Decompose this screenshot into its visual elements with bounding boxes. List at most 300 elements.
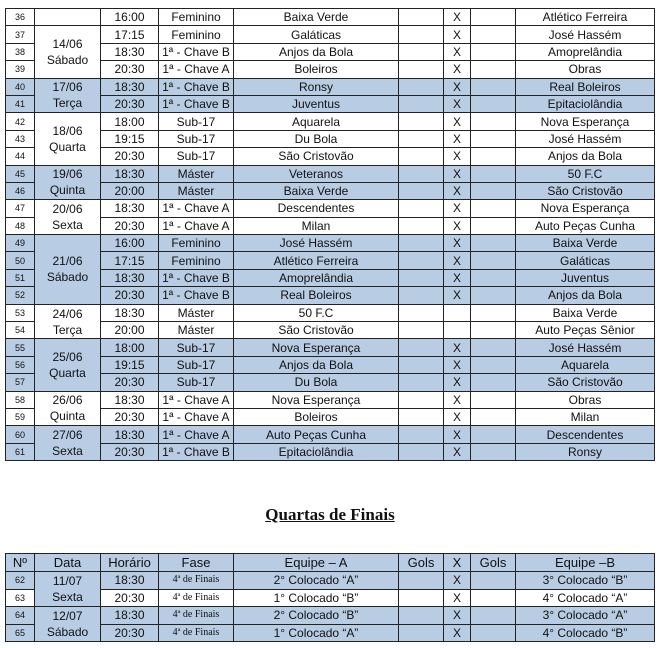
versus-cell: X xyxy=(444,287,471,304)
game-number: 39 xyxy=(6,61,35,78)
table-row xyxy=(6,130,655,147)
goals-b-cell xyxy=(471,624,516,642)
weekday: Sexta xyxy=(52,218,83,233)
time-cell: 20:30 xyxy=(101,148,159,165)
goals-b-cell xyxy=(471,426,516,443)
goals-a-cell xyxy=(399,61,444,78)
table-row xyxy=(6,322,655,339)
team-a-cell: 1° Colocado “B” xyxy=(234,589,399,607)
phase-cell: 1ª - Chave A xyxy=(159,426,234,443)
game-number: 37 xyxy=(6,26,35,43)
header-gols-b: Gols xyxy=(471,554,516,572)
team-b-cell: Aquarela xyxy=(516,356,655,373)
team-b-cell: Baixa Verde xyxy=(516,304,655,321)
team-b-cell: Galáticas xyxy=(516,252,655,269)
goals-a-cell xyxy=(399,165,444,182)
goals-a-cell xyxy=(399,408,444,425)
table-row xyxy=(6,165,655,182)
team-a-cell: 1° Colocado “A” xyxy=(234,624,399,642)
phase-cell: 1ª - Chave B xyxy=(159,95,234,112)
goals-b-cell xyxy=(471,217,516,234)
phase-cell: Máster xyxy=(159,165,234,182)
team-b-cell: 50 F.C xyxy=(516,165,655,182)
table-row xyxy=(6,43,655,60)
team-b-cell: José Hassém xyxy=(516,26,655,43)
game-number: 56 xyxy=(6,356,35,373)
goals-b-cell xyxy=(471,165,516,182)
versus-cell: X xyxy=(444,113,471,130)
time-cell: 18:00 xyxy=(101,113,159,130)
phase-cell: 1ª - Chave A xyxy=(159,61,234,78)
versus-cell: X xyxy=(444,217,471,234)
team-a-cell: Veteranos xyxy=(234,165,399,182)
goals-b-cell xyxy=(471,9,516,26)
team-b-cell: 4° Colocado “B” xyxy=(516,624,655,642)
phase-cell: Sub-17 xyxy=(159,339,234,356)
team-b-cell: Obras xyxy=(516,391,655,408)
date-cell xyxy=(35,572,101,607)
team-a-cell: São Cristovão xyxy=(234,322,399,339)
team-b-cell: Amoprelândia xyxy=(516,43,655,60)
versus-cell: X xyxy=(444,148,471,165)
schedule-body xyxy=(6,9,655,461)
date-cell xyxy=(35,235,101,305)
table-row xyxy=(6,252,655,269)
team-a-cell: Baixa Verde xyxy=(234,182,399,199)
phase-cell: 1ª - Chave A xyxy=(159,408,234,425)
versus-cell xyxy=(444,322,471,339)
versus-cell: X xyxy=(444,43,471,60)
goals-b-cell xyxy=(471,304,516,321)
date-value: 26/06 xyxy=(52,393,83,408)
team-a-cell: Nova Esperança xyxy=(234,391,399,408)
team-a-cell: Aquarela xyxy=(234,113,399,130)
team-b-cell: 3° Colocado “A” xyxy=(516,607,655,625)
goals-a-cell xyxy=(399,200,444,217)
game-number: 41 xyxy=(6,95,35,112)
goals-a-cell xyxy=(399,322,444,339)
phase-cell: 4ª de Finais xyxy=(159,607,234,625)
team-a-cell: 2° Colocado “B” xyxy=(234,607,399,625)
goals-a-cell xyxy=(399,113,444,130)
goals-b-cell xyxy=(471,61,516,78)
game-number: 60 xyxy=(6,426,35,443)
date-value: 18/06 xyxy=(52,123,83,138)
time-cell: 18:30 xyxy=(101,78,159,95)
goals-a-cell xyxy=(399,624,444,642)
weekday: Sábado xyxy=(46,270,89,285)
quartas-table xyxy=(5,553,655,642)
time-cell: 19:15 xyxy=(101,356,159,373)
time-cell: 17:15 xyxy=(101,252,159,269)
team-b-cell: Descendentes xyxy=(516,426,655,443)
versus-cell xyxy=(444,304,471,321)
date-cell xyxy=(35,9,101,26)
goals-a-cell xyxy=(399,78,444,95)
time-cell: 20:00 xyxy=(101,322,159,339)
game-number: 58 xyxy=(6,391,35,408)
time-cell: 19:15 xyxy=(101,130,159,147)
phase-cell: Sub-17 xyxy=(159,148,234,165)
date-value: 21/06 xyxy=(52,254,83,269)
phase-cell: Feminino xyxy=(159,252,234,269)
versus-cell: X xyxy=(444,374,471,391)
team-a-cell: 50 F.C xyxy=(234,304,399,321)
team-a-cell: Amoprelândia xyxy=(234,269,399,286)
time-cell: 18:30 xyxy=(101,43,159,60)
goals-a-cell xyxy=(399,426,444,443)
time-cell: 20:30 xyxy=(101,408,159,425)
date-cell xyxy=(35,78,101,113)
game-number: 42 xyxy=(6,113,35,130)
game-number: 48 xyxy=(6,217,35,234)
time-cell: 20:30 xyxy=(101,61,159,78)
time-cell: 18:30 xyxy=(101,269,159,286)
goals-a-cell xyxy=(399,95,444,112)
time-cell: 20:30 xyxy=(101,374,159,391)
team-b-cell: Obras xyxy=(516,61,655,78)
date-cell xyxy=(35,339,101,391)
versus-cell: X xyxy=(444,589,471,607)
goals-b-cell xyxy=(471,148,516,165)
date-cell xyxy=(35,165,101,200)
table-row xyxy=(6,391,655,408)
team-a-cell: José Hassém xyxy=(234,235,399,252)
phase-cell: 1ª - Chave A xyxy=(159,200,234,217)
date-cell xyxy=(35,200,101,235)
goals-a-cell xyxy=(399,9,444,26)
table-row xyxy=(6,217,655,234)
team-a-cell: Milan xyxy=(234,217,399,234)
weekday: Terça xyxy=(52,322,83,337)
table-row xyxy=(6,26,655,43)
phase-cell: Feminino xyxy=(159,235,234,252)
table-row xyxy=(6,235,655,252)
phase-cell: 1ª - Chave B xyxy=(159,443,234,460)
phase-cell: 1ª - Chave B xyxy=(159,43,234,60)
goals-b-cell xyxy=(471,95,516,112)
time-cell: 18:00 xyxy=(101,339,159,356)
date-cell xyxy=(35,26,101,78)
header-gols-a: Gols xyxy=(399,554,444,572)
table-row xyxy=(6,374,655,391)
versus-cell: X xyxy=(444,443,471,460)
phase-cell: 4ª de Finais xyxy=(159,589,234,607)
quartas-header-row xyxy=(6,554,655,572)
goals-a-cell xyxy=(399,130,444,147)
game-number: 51 xyxy=(6,269,35,286)
table-row xyxy=(6,269,655,286)
versus-cell: X xyxy=(444,426,471,443)
phase-cell: 1ª - Chave B xyxy=(159,287,234,304)
goals-a-cell xyxy=(399,269,444,286)
goals-b-cell xyxy=(471,374,516,391)
goals-a-cell xyxy=(399,443,444,460)
game-number: 54 xyxy=(6,322,35,339)
date-value: 12/07 xyxy=(52,609,83,623)
team-a-cell: São Cristovão xyxy=(234,148,399,165)
team-b-cell: Baixa Verde xyxy=(516,235,655,252)
game-number: 65 xyxy=(6,624,35,642)
game-number: 61 xyxy=(6,443,35,460)
team-b-cell: Atlético Ferreira xyxy=(516,9,655,26)
goals-b-cell xyxy=(471,26,516,43)
header-equipe-a: Equipe – A xyxy=(234,554,399,572)
goals-b-cell xyxy=(471,322,516,339)
date-cell xyxy=(35,113,101,165)
time-cell: 20:30 xyxy=(101,95,159,112)
time-cell: 18:30 xyxy=(101,572,159,590)
table-row xyxy=(6,9,655,26)
weekday: Terça xyxy=(52,96,83,111)
table-row xyxy=(6,200,655,217)
time-cell: 17:15 xyxy=(101,26,159,43)
goals-b-cell xyxy=(471,269,516,286)
versus-cell: X xyxy=(444,391,471,408)
time-cell: 16:00 xyxy=(101,9,159,26)
phase-cell: 1ª - Chave B xyxy=(159,78,234,95)
time-cell: 18:30 xyxy=(101,607,159,625)
header-data: Data xyxy=(35,554,101,572)
weekday: Sexta xyxy=(52,444,83,459)
date-value: 11/07 xyxy=(52,574,83,588)
goals-a-cell xyxy=(399,391,444,408)
goals-b-cell xyxy=(471,113,516,130)
goals-b-cell xyxy=(471,252,516,269)
team-b-cell: Ronsy xyxy=(516,443,655,460)
game-number: 46 xyxy=(6,182,35,199)
versus-cell: X xyxy=(444,408,471,425)
goals-a-cell xyxy=(399,252,444,269)
table-row xyxy=(6,624,655,642)
time-cell: 20:30 xyxy=(101,287,159,304)
versus-cell: X xyxy=(444,78,471,95)
team-b-cell: Real Boleiros xyxy=(516,78,655,95)
team-b-cell: José Hassém xyxy=(516,339,655,356)
team-b-cell: São Cristovão xyxy=(516,374,655,391)
time-cell: 20:00 xyxy=(101,182,159,199)
date-cell xyxy=(35,304,101,339)
game-number: 36 xyxy=(6,9,35,26)
table-row xyxy=(6,572,655,590)
goals-a-cell xyxy=(399,217,444,234)
phase-cell: Sub-17 xyxy=(159,113,234,130)
team-b-cell: Anjos da Bola xyxy=(516,287,655,304)
table-row xyxy=(6,182,655,199)
versus-cell: X xyxy=(444,235,471,252)
goals-b-cell xyxy=(471,391,516,408)
game-number: 63 xyxy=(6,589,35,607)
phase-cell: Máster xyxy=(159,304,234,321)
phase-cell: 1ª - Chave A xyxy=(159,217,234,234)
goals-b-cell xyxy=(471,43,516,60)
goals-b-cell xyxy=(471,572,516,590)
phase-cell: Feminino xyxy=(159,9,234,26)
game-number: 45 xyxy=(6,165,35,182)
time-cell: 18:30 xyxy=(101,200,159,217)
versus-cell: X xyxy=(444,182,471,199)
weekday: Quinta xyxy=(49,183,86,198)
table-row xyxy=(6,408,655,425)
date-cell xyxy=(35,607,101,642)
versus-cell: X xyxy=(444,130,471,147)
goals-a-cell xyxy=(399,572,444,590)
goals-b-cell xyxy=(471,287,516,304)
goals-a-cell xyxy=(399,26,444,43)
team-a-cell: Boleiros xyxy=(234,61,399,78)
goals-b-cell xyxy=(471,408,516,425)
versus-cell: X xyxy=(444,200,471,217)
date-value: 24/06 xyxy=(52,306,83,321)
team-a-cell: Du Bola xyxy=(234,374,399,391)
quartas-body xyxy=(6,572,655,642)
versus-cell: X xyxy=(444,165,471,182)
header-equipe-b: Equipe –B xyxy=(516,554,655,572)
table-row xyxy=(6,426,655,443)
versus-cell: X xyxy=(444,607,471,625)
goals-a-cell xyxy=(399,304,444,321)
date-value: 14/06 xyxy=(52,36,83,51)
team-a-cell: Auto Peças Cunha xyxy=(234,426,399,443)
time-cell: 18:30 xyxy=(101,165,159,182)
header-x: X xyxy=(444,554,471,572)
table-row xyxy=(6,113,655,130)
team-a-cell: Galáticas xyxy=(234,26,399,43)
game-number: 59 xyxy=(6,408,35,425)
table-row xyxy=(6,61,655,78)
game-number: 53 xyxy=(6,304,35,321)
team-b-cell: José Hassém xyxy=(516,130,655,147)
game-number: 64 xyxy=(6,607,35,625)
goals-a-cell xyxy=(399,182,444,199)
date-cell xyxy=(35,391,101,426)
team-a-cell: Anjos da Bola xyxy=(234,43,399,60)
team-a-cell: Real Boleiros xyxy=(234,287,399,304)
game-number: 57 xyxy=(6,374,35,391)
team-b-cell: Auto Peças Sênior xyxy=(516,322,655,339)
team-b-cell: São Cristovão xyxy=(516,182,655,199)
time-cell: 20:30 xyxy=(101,443,159,460)
time-cell: 20:30 xyxy=(101,589,159,607)
weekday: Sábado xyxy=(46,625,89,639)
versus-cell: X xyxy=(444,61,471,78)
goals-a-cell xyxy=(399,607,444,625)
goals-b-cell xyxy=(471,130,516,147)
game-number: 40 xyxy=(6,78,35,95)
weekday: Sábado xyxy=(46,52,89,67)
versus-cell: X xyxy=(444,572,471,590)
phase-cell: Sub-17 xyxy=(159,356,234,373)
goals-a-cell xyxy=(399,235,444,252)
team-a-cell: Atlético Ferreira xyxy=(234,252,399,269)
team-a-cell: Du Bola xyxy=(234,130,399,147)
game-number: 44 xyxy=(6,148,35,165)
time-cell: 18:30 xyxy=(101,426,159,443)
goals-b-cell xyxy=(471,356,516,373)
phase-cell: Sub-17 xyxy=(159,130,234,147)
versus-cell: X xyxy=(444,339,471,356)
time-cell: 18:30 xyxy=(101,304,159,321)
date-value: 25/06 xyxy=(52,350,83,364)
phase-cell: 1ª - Chave B xyxy=(159,269,234,286)
quartas-title: Quartas de Finais xyxy=(265,505,395,524)
date-value: 20/06 xyxy=(52,202,83,217)
team-a-cell: Epitaciolândia xyxy=(234,443,399,460)
team-a-cell: Anjos da Bola xyxy=(234,356,399,373)
game-number: 49 xyxy=(6,235,35,252)
team-a-cell: Nova Esperança xyxy=(234,339,399,356)
date-cell xyxy=(35,426,101,461)
goals-a-cell xyxy=(399,287,444,304)
weekday: Quarta xyxy=(49,139,86,154)
versus-cell: X xyxy=(444,624,471,642)
team-a-cell: Baixa Verde xyxy=(234,9,399,26)
versus-cell: X xyxy=(444,26,471,43)
game-number: 47 xyxy=(6,200,35,217)
team-a-cell: Juventus xyxy=(234,95,399,112)
table-row xyxy=(6,287,655,304)
versus-cell: X xyxy=(444,252,471,269)
table-row xyxy=(6,339,655,356)
team-a-cell: 2° Colocado “A” xyxy=(234,572,399,590)
goals-b-cell xyxy=(471,200,516,217)
weekday: Sexta xyxy=(52,590,83,604)
goals-a-cell xyxy=(399,43,444,60)
team-b-cell: Nova Esperança xyxy=(516,200,655,217)
game-number: 43 xyxy=(6,130,35,147)
goals-b-cell xyxy=(471,182,516,199)
phase-cell: Feminino xyxy=(159,26,234,43)
phase-cell: 1ª - Chave A xyxy=(159,391,234,408)
time-cell: 18:30 xyxy=(101,391,159,408)
game-number: 62 xyxy=(6,572,35,590)
team-b-cell: Epitaciolândia xyxy=(516,95,655,112)
table-row xyxy=(6,589,655,607)
versus-cell: X xyxy=(444,9,471,26)
team-b-cell: 4° Colocado “A” xyxy=(516,589,655,607)
time-cell: 20:30 xyxy=(101,624,159,642)
table-row xyxy=(6,607,655,625)
phase-cell: 4ª de Finais xyxy=(159,624,234,642)
team-b-cell: 3° Colocado “B” xyxy=(516,572,655,590)
phase-cell: Sub-17 xyxy=(159,374,234,391)
game-number: 38 xyxy=(6,43,35,60)
goals-a-cell xyxy=(399,589,444,607)
weekday: Quinta xyxy=(49,409,86,424)
team-b-cell: Milan xyxy=(516,408,655,425)
time-cell: 16:00 xyxy=(101,235,159,252)
table-row xyxy=(6,95,655,112)
team-a-cell: Descendentes xyxy=(234,200,399,217)
date-value: 27/06 xyxy=(52,428,83,443)
phase-cell: 4ª de Finais xyxy=(159,572,234,590)
table-row xyxy=(6,443,655,460)
goals-b-cell xyxy=(471,78,516,95)
date-value: 17/06 xyxy=(52,80,83,95)
date-value: 19/06 xyxy=(52,167,83,182)
goals-b-cell xyxy=(471,339,516,356)
goals-b-cell xyxy=(471,589,516,607)
team-b-cell: Nova Esperança xyxy=(516,113,655,130)
phase-cell: Máster xyxy=(159,182,234,199)
versus-cell: X xyxy=(444,269,471,286)
table-row xyxy=(6,304,655,321)
goals-a-cell xyxy=(399,374,444,391)
phase-cell: Máster xyxy=(159,322,234,339)
team-b-cell: Auto Peças Cunha xyxy=(516,217,655,234)
goals-a-cell xyxy=(399,356,444,373)
team-b-cell: Anjos da Bola xyxy=(516,148,655,165)
